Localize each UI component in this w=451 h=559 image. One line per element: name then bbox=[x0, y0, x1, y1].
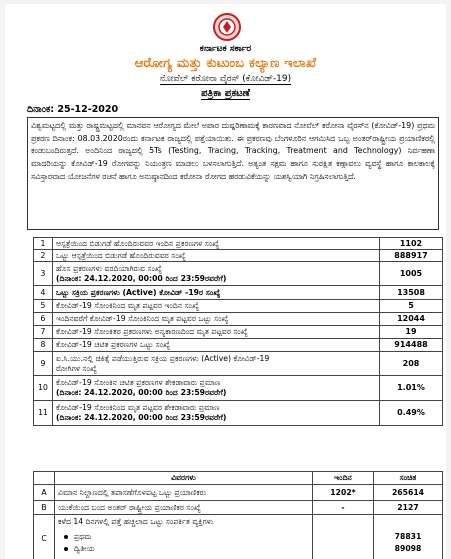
header-details: ವಿವರಗಳು bbox=[55, 472, 313, 485]
row-number: 6 bbox=[34, 313, 53, 326]
table-row bbox=[34, 250, 443, 262]
table-row bbox=[34, 313, 443, 326]
table-row bbox=[34, 376, 443, 401]
row-label: ಕೋವಿಡ್-19 ಸೋಂಕಿನಿಂದ ಮೃತ ಪಟ್ಟವರ ಇಂದಿನ ಸಂಖ್ಯೆ bbox=[53, 300, 380, 313]
release-date: ದಿನಾಂಕ: 25-12-2020 bbox=[27, 104, 119, 115]
stats-table bbox=[33, 237, 443, 426]
press-release-text: ಪತ್ರಿಕಾ ಪ್ರಕಟಣೆ bbox=[201, 88, 250, 99]
list-item-total: 78831 bbox=[394, 532, 422, 541]
row-number: 2 bbox=[34, 250, 53, 262]
row-today: - bbox=[313, 501, 374, 515]
table-header-row bbox=[34, 472, 443, 485]
row-number: 3 bbox=[34, 262, 53, 286]
row-label-line: ಕೋವಿಡ್-19 ಸೋಂಕಿನ ಚಟಿತ ಪ್ರಕರಣಗಳ ಶೇಕಡಾವಾರು ಪ್ರಮಾಣ bbox=[56, 378, 221, 387]
list-item-label: ಪ್ರಥಮ bbox=[74, 532, 92, 541]
list-item-label: ದ್ವಿತೀಯ bbox=[74, 544, 95, 553]
table-row bbox=[34, 515, 443, 559]
row-today bbox=[313, 515, 374, 559]
row-value: 1.01% bbox=[380, 376, 443, 401]
row-label: ಇಂದಿನವರೆಗೆ ಕೋವಿಡ್-19 ಸೋಂಕಿನಿಂದ ಮೃತ ಪಟ್ಟವರ ಒಟ್ಟು ಸಂಖ್ಯೆ bbox=[53, 313, 380, 326]
row-number: 7 bbox=[34, 326, 53, 339]
government-name: ಕರ್ನಾಟಕ ಸರ್ಕಾರ bbox=[199, 44, 252, 54]
row-label: ಒಟ್ಟು ಸಕ್ರಿಯ ಪ್ರಕರಣಗಳು (Active) ಕೋವಿಡ್ -19ರ ಸಂಖ್ಯೆ bbox=[53, 286, 380, 300]
row-label-line: ಹೊಸ ಪ್ರಕರಣಗಳು ವರದಿಯಾಗಿರುವ ಸಂಖ್ಯೆ bbox=[56, 263, 162, 273]
row-number: 4 bbox=[34, 286, 53, 300]
subtitle bbox=[5, 74, 446, 84]
row-label bbox=[53, 262, 380, 286]
row-number: 8 bbox=[34, 339, 53, 352]
travel-table bbox=[33, 471, 443, 559]
row-number: 11 bbox=[34, 401, 53, 426]
table-row bbox=[34, 485, 443, 501]
header-total: ಸಂಚಿತ bbox=[374, 472, 443, 485]
intro-paragraph: ವಿಶ್ವಮಟ್ಟದಲ್ಲಿ ಮತ್ತು ರಾಷ್ಟ್ರಮಟ್ಟದಲ್ಲಿ ಮಾನವನ ಆರೋಗ್ಯದ ಮೇಲೆ ಅಪಾರ ದುಷ್ಪರಿಣಾಮಕ್ಕೆ ಕಾರಣವಾದ ನೋವೆಲ್ ಕರೋನಾ ವೈರಸ್‌ನ (ಕೋವಿಡ್-19) ಪ್ರಥಮ ಪ್ರಕರಣ ದಿನಾಂಕ: 08.03.2020ರಂದು ಕರ್ನಾಟಕ ರಾಜ್ಯದಲ್ಲಿ ಪತ್ತೆಯಾಯಿತು. ಈ ಪ್ರಕರಣವು ಬೆಂಗಳೂರಿನ ಆಗಮಿಸಿದ ಒಬ್ಬ ಅಂತರ್‌ರಾಷ್ಟ್ರೀಯ ಪ್ರಯಾಣಿಕರಲ್ಲಿ ಕಂಡುಬಂದಿರುತ್ತದೆ. ಅಂದಿನಿಂದ ರಾಜ್ಯದಲ್ಲಿ 5Ts (Testing, Tracing, Tracking, Treatment and Technology) ನಿರ್ವಹಣಾ ಮಾದರಿಯನ್ನು ಕೋವಿಡ್-19 ರೋಗವನ್ನು ನಿಯಂತ್ರಣ ಮಾಡಲು ಬಳಸಲಾಗುತ್ತಿದೆ. ಅತ್ಯಂತ ಸಕ್ಷಮ ಹಾಗೂ ಸುರಕ್ಷಿತ ಕಣ್ಗಾವಲು ವ್ಯವಸ್ಥೆ ಹಾಗೂ ಕಾಲಕಾಲಕ್ಕೆ ಸವಿಸ್ತಾರವಾದ ಯೋಜನೆಗಳ ರಚನೆ ಹಾಗೂ ಅನುಷ್ಠಾನದಿಂದ ಕರೋನಾ ರೋಗದ ಹರಡುವಿಕೆಯನ್ನು ಯಶಸ್ವಿಯಾಗಿ ನಿಗ್ರಹಿಸಲಾಗುತ್ತಿದೆ. bbox=[27, 117, 439, 230]
row-total: 2127 bbox=[374, 501, 443, 515]
row-label-date: (ದಿನಾಂಕ: 24.12.2020, 00:00 ರಿಂದ 23:59ರವರೆಗೆ) bbox=[56, 273, 227, 283]
row-label: ಒಟ್ಟು ಆಸ್ಪತ್ರೆಯಿಂದ ಬಿಡುಗಡೆ ಹೊಂದಿರುವವರ ಸಂಖ್ಯೆ bbox=[53, 250, 380, 262]
bullet-icon bbox=[64, 547, 68, 551]
row-value: 0.49% bbox=[380, 401, 443, 426]
table-row bbox=[34, 300, 443, 313]
table-row bbox=[34, 339, 443, 352]
table-row bbox=[34, 238, 443, 250]
table-row bbox=[34, 401, 443, 426]
table-row bbox=[34, 286, 443, 300]
row-total: 265614 bbox=[374, 485, 443, 501]
row-number: 9 bbox=[34, 352, 53, 376]
row-letter: A bbox=[34, 485, 55, 501]
table-row bbox=[34, 501, 443, 515]
row-value: 19 bbox=[380, 326, 443, 339]
row-number: 1 bbox=[34, 238, 53, 250]
row-value: 888917 bbox=[380, 250, 443, 262]
row-value: 1005 bbox=[380, 262, 443, 286]
list-item bbox=[58, 543, 309, 555]
row-label: ವಿಮಾನ ನಿಲ್ದಾಣದಲ್ಲಿ ತಪಾಸಣೆಗೊಳಪಟ್ಟ ಒಟ್ಟು ಪ್ರಯಾಣಿಕರು bbox=[55, 485, 313, 501]
row-label-date: (ದಿನಾಂಕ: 24.12.2020, 00:00 ರಿಂದ 23:59ರವರೆಗೆ) bbox=[56, 388, 227, 397]
row-label bbox=[55, 515, 313, 559]
row-letter: C bbox=[34, 515, 55, 559]
header-today: ಇಂದಿನ bbox=[313, 472, 374, 485]
list-item bbox=[58, 531, 309, 543]
row-label-date: (ದಿನಾಂಕ: 24.12.2020, 00:00 ರಿಂದ 23:59ರವರೆಗೆ) bbox=[56, 413, 227, 422]
table-row bbox=[34, 352, 443, 376]
list-item-total: 89098 bbox=[394, 544, 422, 553]
department-title: ಆರೋಗ್ಯ ಮತ್ತು ಕುಟುಂಬ ಕಲ್ಯಾಣ ಇಲಾಖೆ bbox=[134, 56, 317, 71]
row-total bbox=[374, 515, 443, 559]
row-today: 1202* bbox=[313, 485, 374, 501]
row-value: 12044 bbox=[380, 313, 443, 326]
row-number: 5 bbox=[34, 300, 53, 313]
table-row bbox=[34, 262, 443, 286]
karnataka-emblem-icon bbox=[212, 12, 242, 42]
row-value: 914488 bbox=[380, 339, 443, 352]
document-page bbox=[5, 4, 446, 559]
row-label-line-2: ರೋಗಿಗಳ ಸಂಖ್ಯೆ bbox=[56, 363, 97, 373]
header-blank bbox=[34, 472, 55, 485]
row-label bbox=[53, 352, 380, 376]
row-letter: B bbox=[34, 501, 55, 515]
table-row bbox=[34, 326, 443, 339]
row-label bbox=[53, 376, 380, 401]
row-number: 10 bbox=[34, 376, 53, 401]
row-label-line: ಕೋವಿಡ್-19 ಸೋಂಕಿನಿಂದ ಮೃತ ಪಟ್ಟವರ ಶೇಕಡಾವಾರು ಪ್ರಮಾಣ bbox=[56, 403, 220, 412]
row-value: 13508 bbox=[380, 286, 443, 300]
row-value: 1102 bbox=[380, 238, 443, 250]
press-release-heading bbox=[5, 88, 446, 99]
row-label: ಕೋವಿಡ್-19 ಚಟಿತ ಪ್ರಕರಣಗಳ ಒಟ್ಟು ಸಂಖ್ಯೆ bbox=[53, 339, 380, 352]
row-label: ಯುಕೆಯಿಂದ ಬಂದ ಅಂತರ್ ರಾಷ್ಟ್ರೀಯ ಪ್ರಯಾಣಿಕರ ಸಂಖ್ಯೆ bbox=[55, 501, 313, 515]
row-label-line: ಐ.ಸಿ.ಯು.ನಲ್ಲಿ ಚಿಕಿತ್ಸೆ ಪಡೆಯುತ್ತಿರುವ ಸಕ್ರಿಯ ಪ್ರಕರಣಗಳು (Active) ಕೋವಿಡ್-19 bbox=[56, 353, 270, 363]
row-label bbox=[53, 401, 380, 426]
row-label: ಆಸ್ಪತ್ರೆಯಿಂದ ಬಿಡುಗಡೆ ಹೊಂದಿರುವವರ ಇಂದಿನ ಪ್ರಕರಣಗಳ ಸಂಖ್ಯೆ bbox=[53, 238, 380, 250]
row-value: 5 bbox=[380, 300, 443, 313]
bullet-icon bbox=[64, 535, 68, 539]
row-label-line: ಕಳೆದ 14 ದಿನಗಳಲ್ಲಿ ಪತ್ತೆ ಹಚ್ಚಲಾದ ಒಟ್ಟು ಸಂಪರ್ಕಿತ ವ್ಯಕ್ತಿಗಳು bbox=[58, 517, 214, 526]
row-value: 208 bbox=[380, 352, 443, 376]
subtitle-text: ನೋವೆಲ್ ಕರೋನಾ ವೈರಸ್ (ಕೋವಿಡ್-19) bbox=[159, 74, 292, 84]
row-label: ಕೋವಿಡ್-19 ಸೋಂಕಿತರ ಪ್ರಕರಣಗಳು ಅನ್ಯಕಾರಣದಿಂದ ಮೃತ ಪಟ್ಟವರ ಸಂಖ್ಯೆ bbox=[53, 326, 380, 339]
